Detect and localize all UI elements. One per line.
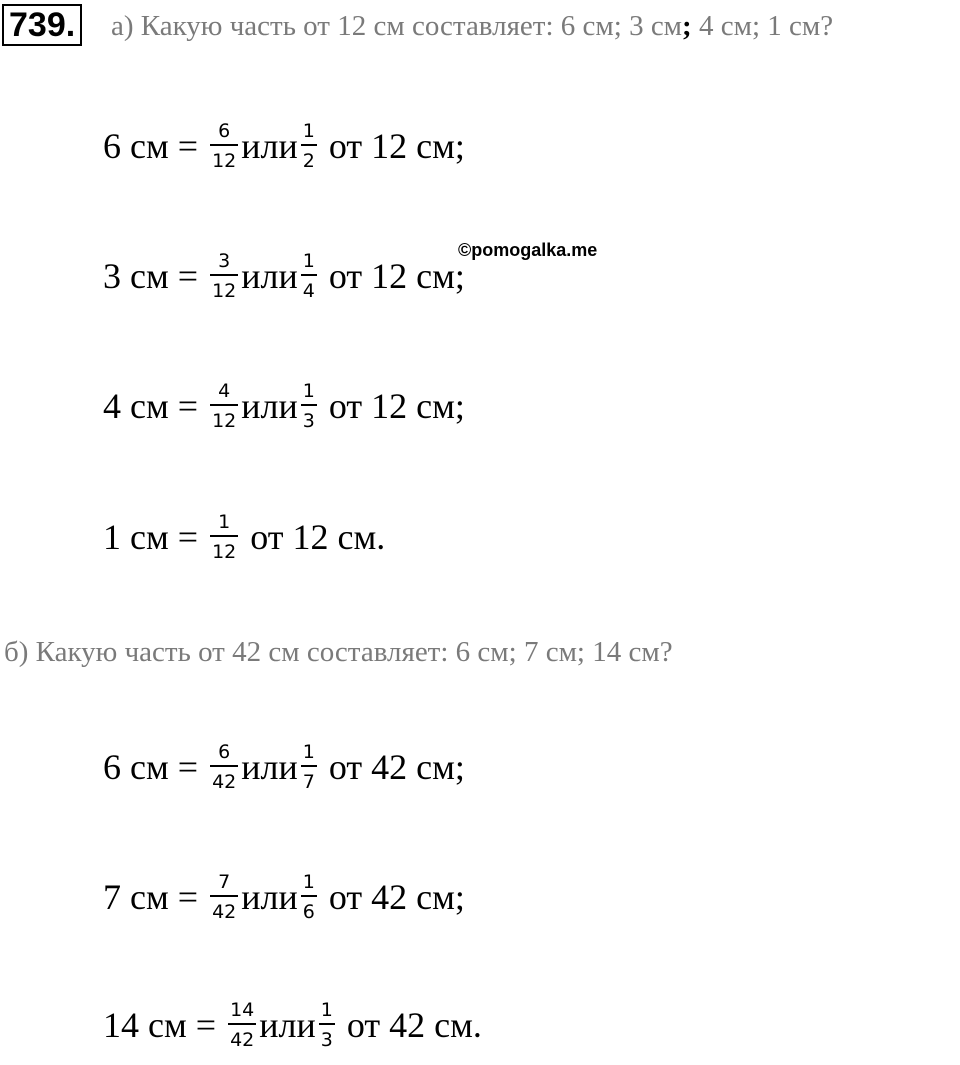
numerator: 1 [302, 119, 315, 142]
numerator: 1 [320, 998, 333, 1021]
line-mid: или [241, 386, 298, 426]
numerator: 6 [218, 740, 231, 763]
denominator: 6 [302, 900, 315, 923]
line-mid: или [259, 1005, 316, 1045]
fraction [210, 379, 238, 432]
part-a-question [111, 10, 833, 43]
part-a-question-text: а) Какую часть от 12 см составляет: 6 см; 3 см [111, 10, 683, 42]
fraction [210, 119, 238, 172]
denominator: 12 [212, 279, 237, 302]
line-mid: или [241, 256, 298, 296]
numerator: 7 [218, 870, 231, 893]
denominator: 42 [230, 1028, 255, 1051]
fraction [210, 249, 238, 302]
problem-number: 739. [2, 4, 82, 46]
line-left: 6 см = [103, 126, 199, 166]
numerator: 3 [218, 249, 231, 272]
denominator: 12 [212, 149, 237, 172]
denominator: 42 [212, 770, 237, 793]
part-a-line-2 [103, 236, 465, 316]
denominator: 3 [320, 1028, 333, 1051]
numerator: 1 [302, 870, 315, 893]
denominator: 12 [212, 540, 237, 563]
denominator: 3 [302, 409, 315, 432]
line-right: от 42 см; [328, 747, 465, 787]
line-left: 1 см = [103, 517, 199, 557]
line-left: 6 см = [103, 747, 199, 787]
numerator: 14 [230, 998, 255, 1021]
fraction [210, 870, 238, 923]
line-right: от 12 см; [328, 386, 465, 426]
watermark: ©pomogalka.me [458, 240, 598, 260]
line-left: 4 см = [103, 386, 199, 426]
part-b-line-2 [103, 857, 465, 937]
numerator: 1 [302, 249, 315, 272]
numerator: 4 [218, 379, 231, 402]
numerator: 1 [302, 379, 315, 402]
line-right: от 12 см; [328, 126, 465, 166]
part-b-line-3 [103, 985, 482, 1065]
part-b-question: б) Какую часть от 42 см составляет: 6 см; 7 см; 14 см? [4, 636, 673, 668]
line-left: 3 см = [103, 256, 199, 296]
fraction [301, 249, 317, 302]
fraction [301, 119, 317, 172]
fraction [210, 510, 238, 563]
numerator: 1 [218, 510, 231, 533]
fraction [319, 998, 335, 1051]
fraction [210, 740, 238, 793]
fraction [228, 998, 256, 1051]
fraction [301, 740, 317, 793]
fraction [301, 870, 317, 923]
denominator: 4 [302, 279, 315, 302]
fraction [301, 379, 317, 432]
denominator: 42 [212, 900, 237, 923]
denominator: 7 [302, 770, 315, 793]
line-right: от 42 см. [346, 1005, 482, 1045]
part-a-question-text-end: 4 см; 1 см? [691, 10, 834, 42]
line-mid: или [241, 126, 298, 166]
line-right: от 12 см; [328, 256, 465, 296]
part-a-question-separator: ; [682, 10, 692, 42]
line-mid: или [241, 747, 298, 787]
part-a-line-3 [103, 366, 465, 446]
line-left: 7 см = [103, 877, 199, 917]
denominator: 2 [302, 149, 315, 172]
numerator: 1 [302, 740, 315, 763]
part-a-line-1 [103, 106, 465, 186]
line-mid: или [241, 877, 298, 917]
line-left: 14 см = [103, 1005, 217, 1045]
part-b-line-1 [103, 727, 465, 807]
numerator: 6 [218, 119, 231, 142]
line-right: от 12 см. [250, 517, 386, 557]
line-right: от 42 см; [328, 877, 465, 917]
denominator: 12 [212, 409, 237, 432]
part-a-line-4 [103, 497, 385, 577]
